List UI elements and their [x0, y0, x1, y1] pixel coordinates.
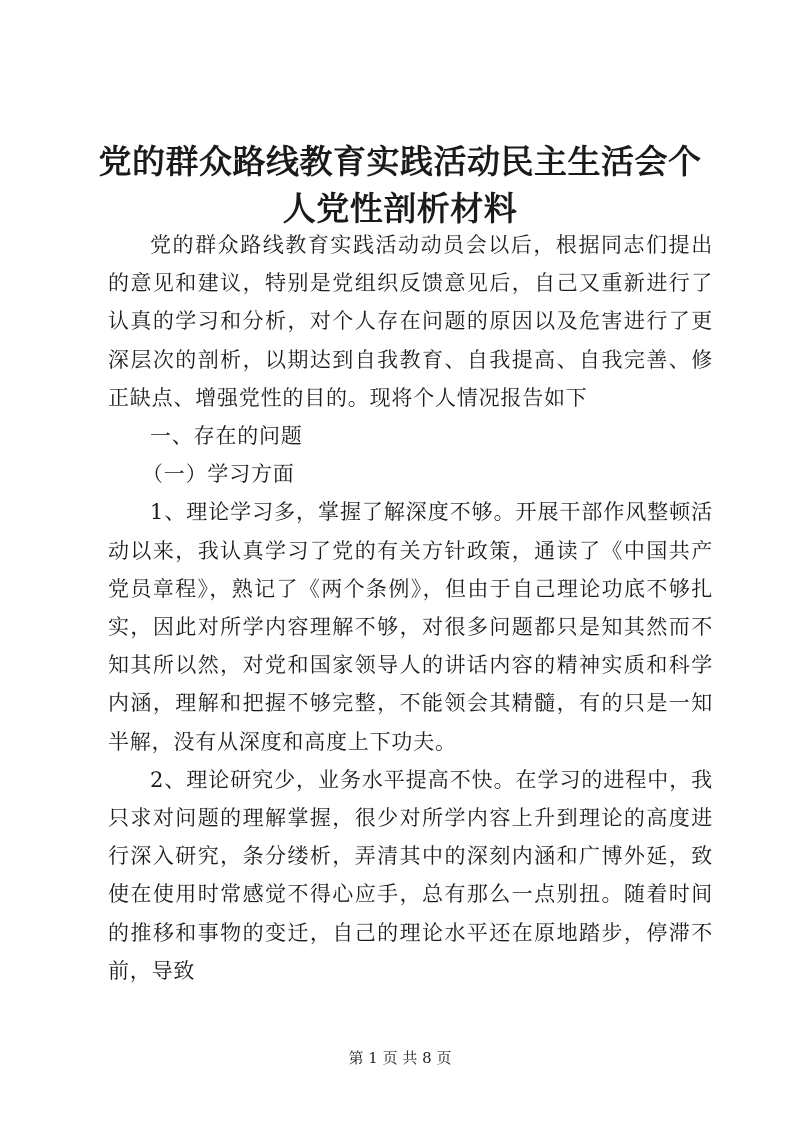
body-paragraph-2: 2、理论研究少，业务水平提高不快。在学习的进程中，我只求对问题的理解掌握，很少对所学内容上升到理论的高度进行深入研究，条分缕析，弄清其中的深刻内涵和广博外延，致使在使用时常感觉不得心应手，总有那么一点别扭。随着时间的推移和事物的变迁，自己的理论水平还在原地踏步，停滞不前，导致	[108, 767, 713, 983]
section-heading: 一、存在的问题	[150, 424, 303, 449]
document-title: 党的群众路线教育实践活动民主生活会个人党性剖析材料	[98, 142, 702, 228]
body-paragraph-1: 1、理论学习多，掌握了解深度不够。开展干部作风整顿活动以来，我认真学习了党的有关方针政策，通读了《中国共产党员章程》，熟记了《两个条例》，但由于自己理论功底不够扎实，因此对所学内容理解不够，对很多问题都只是知其然而不知其所以然，对党和国家领导人的讲话内容的精神实质和科学内涵，理解和把握不够完整，不能领会其精髓，有的只是一知半解，没有从深度和高度上下功夫。	[108, 500, 713, 754]
intro-paragraph: 党的群众路线教育实践活动动员会以后，根据同志们提出的意见和建议，特别是党组织反馈意见后，自己又重新进行了认真的学习和分析，对个人存在问题的原因以及危害进行了更深层次的剖析，以期达到自我教育、自我提高、自我完善、修正缺点、增强党性的目的。现将个人情况报告如下	[108, 233, 713, 410]
page-footer: 第 1 页 共 8 页	[348, 1049, 452, 1067]
document-body	[108, 226, 713, 990]
subsection-heading: （一）学习方面	[142, 462, 295, 487]
